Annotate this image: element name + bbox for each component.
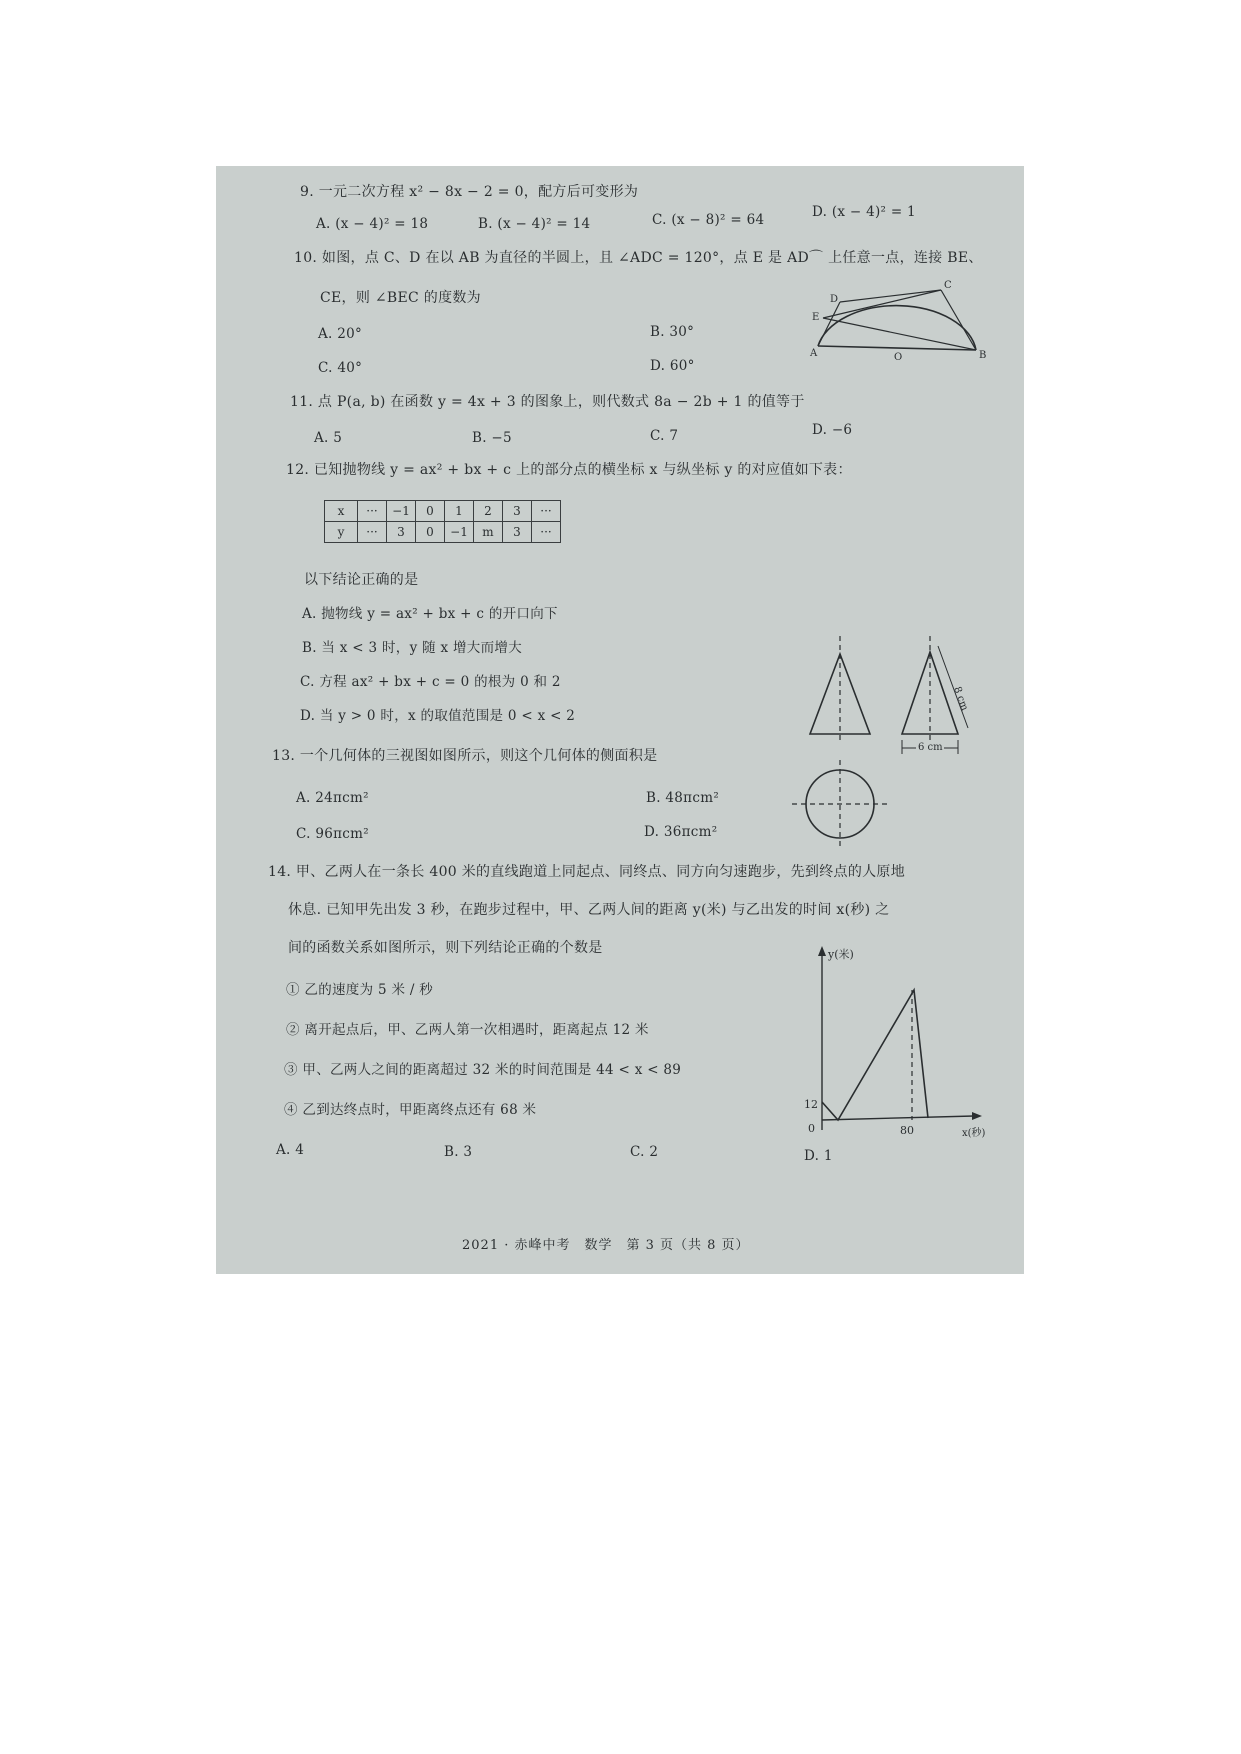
- slant-length-label: 8 cm: [951, 685, 970, 713]
- label-d: D: [830, 294, 839, 305]
- table-cell: 3: [503, 501, 532, 522]
- table-cell: ···: [532, 522, 561, 543]
- q12-stem: 12. 已知抛物线 y = ax² + bx + c 上的部分点的横坐标 x 与纵坐标 y 的对应值如下表：: [286, 462, 852, 478]
- x-axis: [822, 1116, 974, 1120]
- page-footer: 2021 · 赤峰中考 数学 第 3 页（共 8 页）: [462, 1238, 750, 1253]
- y-axis-arrow: [818, 946, 826, 956]
- q9-option-d: D. (x − 4)² = 1: [812, 204, 916, 220]
- table-cell: ···: [358, 522, 387, 543]
- table-cell: 3: [387, 522, 416, 543]
- q12-option-b: B. 当 x < 3 时，y 随 x 增大而增大: [302, 640, 522, 656]
- q10-option-a: A. 20°: [318, 326, 363, 342]
- scanned-exam-page: [216, 166, 1024, 1274]
- table-cell: −1: [445, 522, 474, 543]
- q13-option-a: A. 24πcm²: [296, 790, 369, 806]
- x-axis-label: x(秒): [962, 1128, 986, 1139]
- q14-option-c: C. 2: [630, 1144, 659, 1160]
- q14-stem-line1: 14. 甲、乙两人在一条长 400 米的直线跑道上同起点、同终点、同方向匀速跑步，先到终点的人原地: [268, 864, 906, 880]
- q11-option-c: C. 7: [650, 428, 679, 444]
- distance-time-graph: [794, 944, 1004, 1144]
- segment-cb: [941, 290, 976, 350]
- q14-stem-line3: 间的函数关系如图所示，则下列结论正确的个数是: [288, 940, 603, 956]
- table-cell: y: [325, 522, 358, 543]
- q14-option-b: B. 3: [444, 1144, 473, 1160]
- q10-option-b: B. 30°: [650, 324, 695, 340]
- q14-statement-2: ② 离开起点后，甲、乙两人第一次相遇时，距离起点 12 米: [286, 1022, 649, 1038]
- table-row-x: [325, 501, 561, 522]
- q12-value-table: [324, 500, 561, 543]
- x-axis-arrow: [972, 1112, 982, 1120]
- semicircle-arc: [818, 306, 976, 350]
- origin-label: 0: [808, 1122, 815, 1135]
- table-cell: 3: [503, 522, 532, 543]
- q9-stem: 9. 一元二次方程 x² − 8x − 2 = 0，配方后可变形为: [300, 184, 639, 200]
- segment-eb: [823, 318, 976, 350]
- q13-option-d: D. 36πcm²: [644, 824, 718, 840]
- q12-option-c: C. 方程 ax² + bx + c = 0 的根为 0 和 2: [300, 674, 561, 690]
- segment-dc: [840, 290, 941, 302]
- table-cell: −1: [387, 501, 416, 522]
- q9-option-a: A. (x − 4)² = 18: [316, 216, 429, 232]
- q11-option-a: A. 5: [314, 430, 343, 446]
- q12-prompt: 以下结论正确的是: [304, 572, 419, 588]
- q14-statement-4: ④ 乙到达终点时，甲距离终点还有 68 米: [284, 1102, 537, 1118]
- q11-option-d: D. −6: [812, 422, 853, 438]
- table-cell: 2: [474, 501, 503, 522]
- y-axis-label: y(米): [828, 948, 854, 961]
- q14-option-a: A. 4: [276, 1142, 305, 1158]
- base-length-label: 6 cm: [918, 742, 943, 753]
- q12-option-a: A. 抛物线 y = ax² + bx + c 的开口向下: [302, 606, 558, 622]
- q10-option-c: C. 40°: [318, 360, 363, 376]
- q9-option-c: C. (x − 8)² = 64: [652, 212, 765, 228]
- label-o: O: [894, 352, 903, 363]
- segment-ec: [823, 290, 941, 318]
- q10-stem-line1: 10. 如图，点 C、D 在以 AB 为直径的半圆上，且 ∠ADC = 120°，点 E 是 AD⌒ 上任意一点，连接 BE、: [294, 250, 983, 266]
- x-tick-80: 80: [900, 1124, 914, 1137]
- y-tick-12: 12: [804, 1098, 818, 1111]
- q11-stem: 11. 点 P(a, b) 在函数 y = 4x + 3 的图象上，则代数式 8a − 2b + 1 的值等于: [290, 394, 805, 410]
- table-cell: 1: [445, 501, 474, 522]
- table-cell: x: [325, 501, 358, 522]
- label-c: C: [944, 280, 952, 291]
- table-row-y: [325, 522, 561, 543]
- label-e: E: [812, 312, 820, 323]
- q14-statement-1: ① 乙的速度为 5 米 / 秒: [286, 982, 434, 998]
- semicircle-figure: [806, 278, 1006, 378]
- table-cell: ···: [358, 501, 387, 522]
- table-cell: 0: [416, 501, 445, 522]
- q13-stem: 13. 一个几何体的三视图如图所示，则这个几何体的侧面积是: [272, 748, 658, 764]
- q14-stem-line2: 休息. 已知甲先出发 3 秒，在跑步过程中，甲、乙两人间的距离 y(米) 与乙出发的时间 x(秒) 之: [288, 902, 890, 918]
- label-a: A: [810, 348, 818, 359]
- q12-option-d: D. 当 y > 0 时，x 的取值范围是 0 < x < 2: [300, 708, 576, 724]
- q9-option-b: B. (x − 4)² = 14: [478, 216, 591, 232]
- table-cell: ···: [532, 501, 561, 522]
- q13-option-c: C. 96πcm²: [296, 826, 369, 842]
- q11-option-b: B. −5: [472, 430, 512, 446]
- segment-ad: [818, 302, 840, 346]
- q14-statement-3: ③ 甲、乙两人之间的距离超过 32 米的时间范围是 44 < x < 89: [284, 1062, 682, 1078]
- table-cell: 0: [416, 522, 445, 543]
- label-b: B: [979, 350, 987, 361]
- q10-option-d: D. 60°: [650, 358, 695, 374]
- q13-option-b: B. 48πcm²: [646, 790, 720, 806]
- q10-stem-line2: CE，则 ∠BEC 的度数为: [320, 290, 481, 306]
- table-cell: m: [474, 522, 503, 543]
- diameter-ab: [818, 346, 976, 350]
- three-views-figure: [782, 636, 982, 846]
- q14-option-d: D. 1: [804, 1148, 833, 1164]
